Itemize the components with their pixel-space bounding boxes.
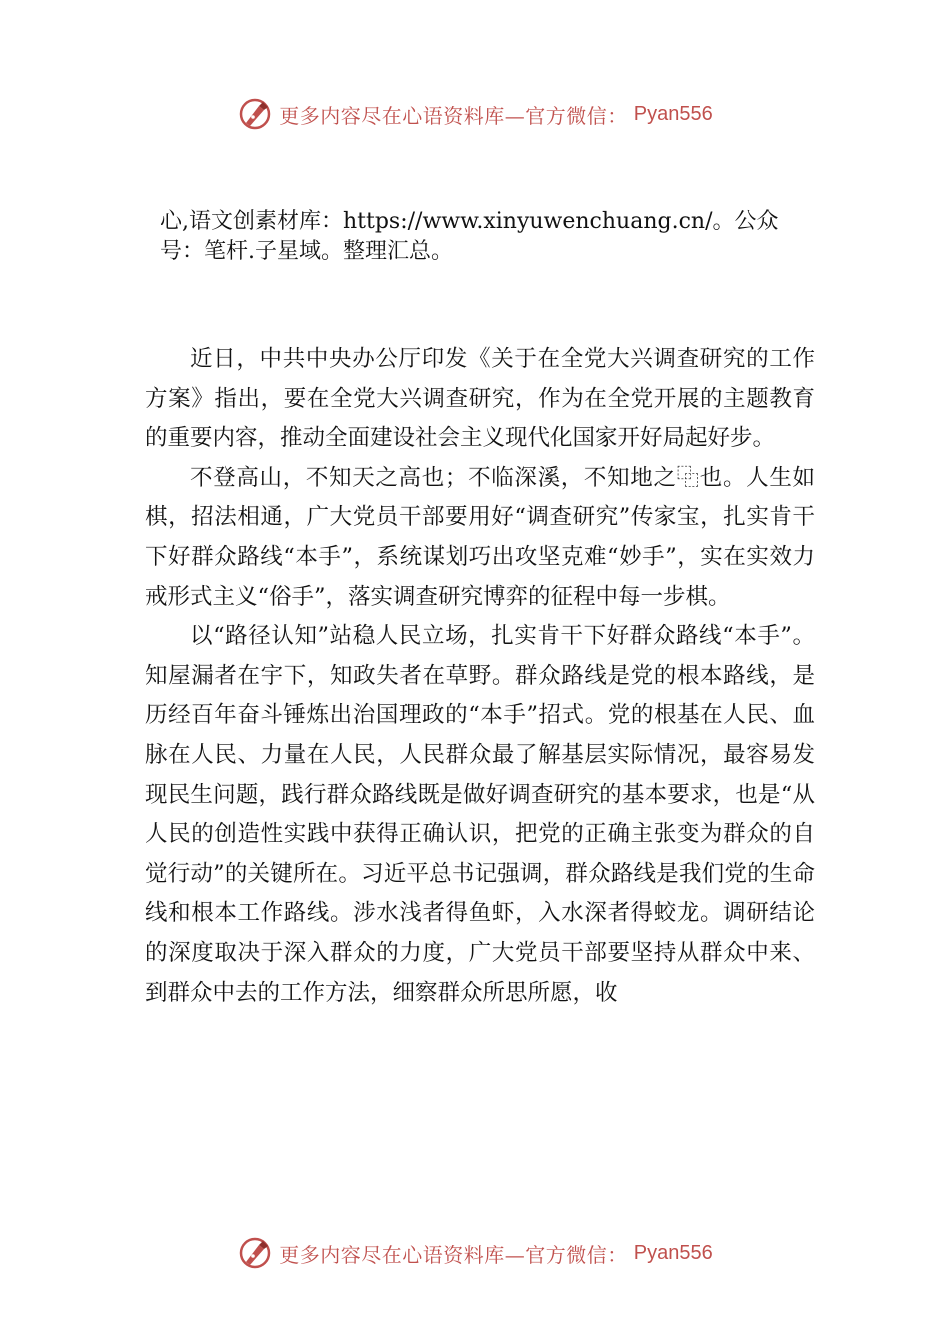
header-note: 心,语文创素材库：https://www.xinyuwenchuang.cn/。公众号：笔杆.子星域。整理汇总。: [160, 209, 779, 264]
article-body: [145, 340, 815, 1013]
pen-nib-logo-icon: [237, 1235, 273, 1271]
top-banner: [0, 94, 950, 134]
bottom-banner: [0, 1233, 950, 1273]
pen-nib-logo-icon: [237, 96, 273, 132]
paragraph: 不登高山，不知天之高也；不临深溪，不知地之⿻也。人生如棋，招法相通，广大党员干部要用好“调查研究”传家宝，扎实肯干下好群众路线“本手”，系统谋划巧出攻坚克难“妙手”，实在实效力戒形式主义“俗手”，落实调查研究博弈的征程中每一步棋。: [145, 464, 815, 610]
banner-text: 更多内容尽在心语资料库—官方微信：: [279, 1242, 628, 1267]
banner-text: 更多内容尽在心语资料库—官方微信：: [279, 103, 628, 128]
banner-account: Pyan556: [633, 102, 713, 125]
banner-account: Pyan556: [633, 1241, 713, 1264]
paragraph: 近日，中共中央办公厅印发《关于在全党大兴调查研究的工作方案》指出，要在全党大兴调查研究，作为在全党开展的主题教育的重要内容，推动全面建设社会主义现代化国家开好局起好步。: [145, 346, 815, 452]
paragraph: 以“路径认知”站稳人民立场，扎实肯干下好群众路线“本手”。知屋漏者在宇下，知政失者在草野。群众路线是党的根本路线，是历经百年奋斗锤炼出治国理政的“本手”招式。党的根基在人民、血脉在人民、力量在人民，人民群众最了解基层实际情况，最容易发现民生问题，践行群众路线既是做好调查研究的基本要求，也是“从人民的创造性实践中获得正确认识，把党的正确主张变为群众的自觉行动”的关键所在。习近平总书记强调，群众路线是我们党的生命线和根本工作路线。涉水浅者得鱼虾，入水深者得蛟龙。调研结论的深度取决于深入群众的力度，广大党员干部要坚持从群众中来、到群众中去的工作方法，细察群众所思所愿，收: [145, 623, 815, 1006]
